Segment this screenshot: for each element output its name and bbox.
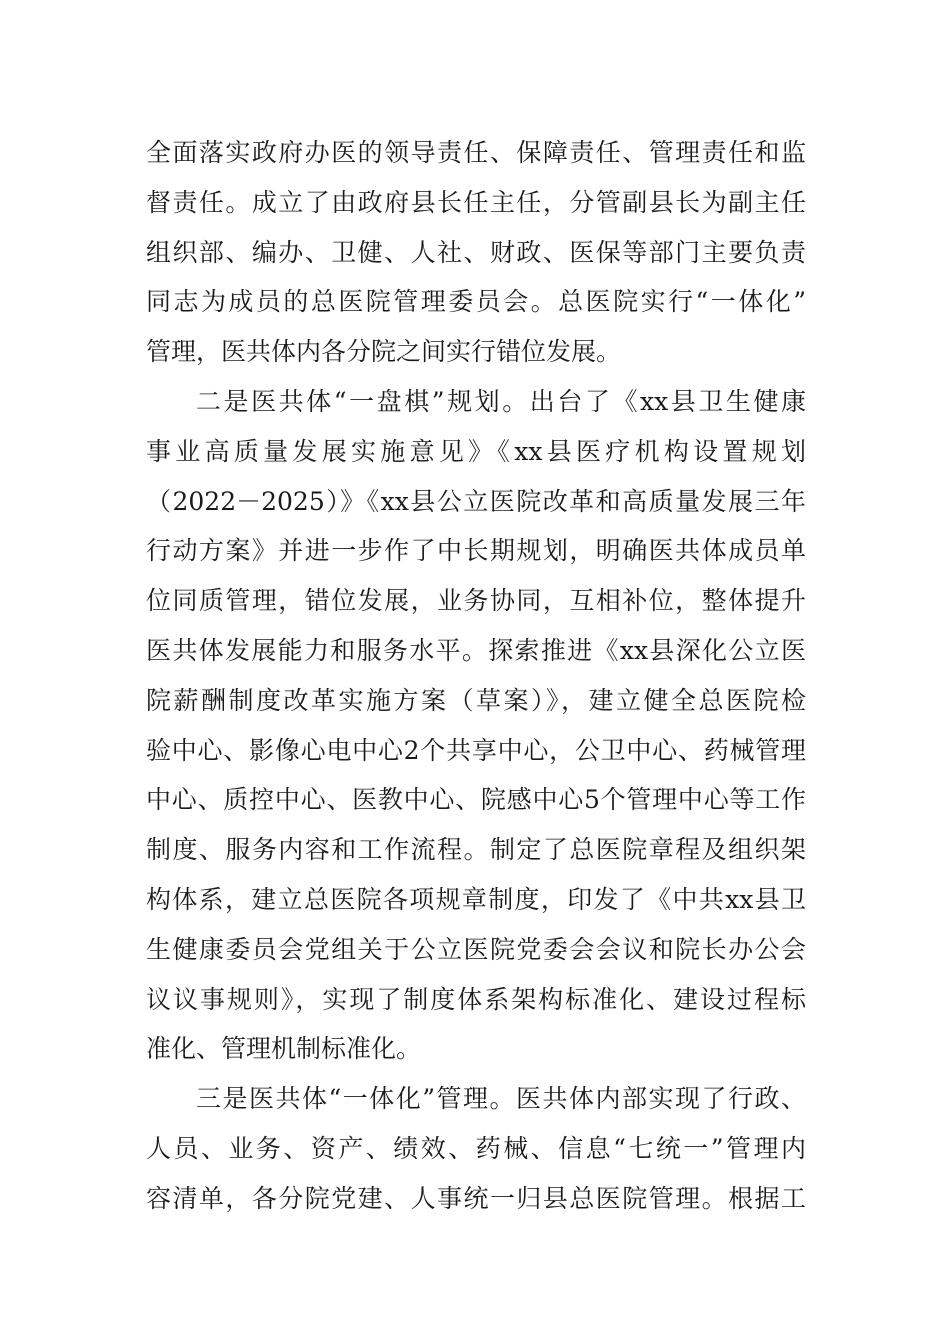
text-line: （2022－2025）》《xx县公立医院改革和高质量发展三年 [146, 486, 806, 516]
paragraph-planning [146, 377, 806, 1074]
text-line: 议议事规则》，实现了制度体系架构标准化、建设过程标 [146, 984, 806, 1014]
text-line: 院薪酬制度改革实施方案（草案）》，建立健全总医院检 [146, 685, 806, 715]
text-line: 制度、服务内容和工作流程。制定了总医院章程及组织架 [146, 835, 806, 865]
text-line: 行动方案》并进一步作了中长期规划，明确医共体成员单 [146, 536, 806, 566]
text-line: 生健康委员会党组关于公立医院党委会会议和院长办公会 [146, 934, 806, 964]
text-line: 督责任。成立了由政府县长任主任，分管副县长为副主任 [146, 187, 806, 217]
text-line: 同志为成员的总医院管理委员会。总医院实行“一体化” [146, 287, 806, 317]
text-line: 管理，医共体内各分院之间实行错位发展。 [146, 337, 622, 367]
text-line: 中心、质控中心、医教中心、院感中心5个管理中心等工作 [146, 785, 806, 815]
text-line: 全面落实政府办医的领导责任、保障责任、管理责任和监 [146, 138, 806, 167]
text-line: 人员、业务、资产、绩效、药械、信息“七统一”管理内 [146, 1133, 806, 1163]
text-line: 二是医共体“一盘棋”规划。出台了《xx县卫生健康 [196, 386, 806, 416]
text-line: 位同质管理，错位发展，业务协同，互相补位，整体提升 [146, 586, 806, 616]
text-line: 构体系，建立总医院各项规章制度，印发了《中共xx县卫 [146, 884, 806, 914]
text-line: 三是医共体“一体化”管理。医共体内部实现了行政、 [196, 1084, 806, 1114]
text-line: 医共体发展能力和服务水平。探索推进《xx县深化公立医 [146, 635, 806, 665]
text-line: 事业高质量发展实施意见》《xx县医疗机构设置规划 [146, 436, 806, 466]
paragraph-integrated-management [146, 1074, 806, 1223]
text-line: 容清单，各分院党建、人事统一归县总医院管理。根据工 [146, 1183, 806, 1213]
text-line: 准化、管理机制标准化。 [146, 1034, 422, 1064]
text-line: 验中心、影像心电中心2个共享中心，公卫中心、药械管理 [146, 735, 806, 765]
text-line: 组织部、编办、卫健、人社、财政、医保等部门主要负责 [146, 237, 806, 267]
document-body [146, 128, 806, 1224]
paragraph-government-responsibility [146, 128, 806, 377]
